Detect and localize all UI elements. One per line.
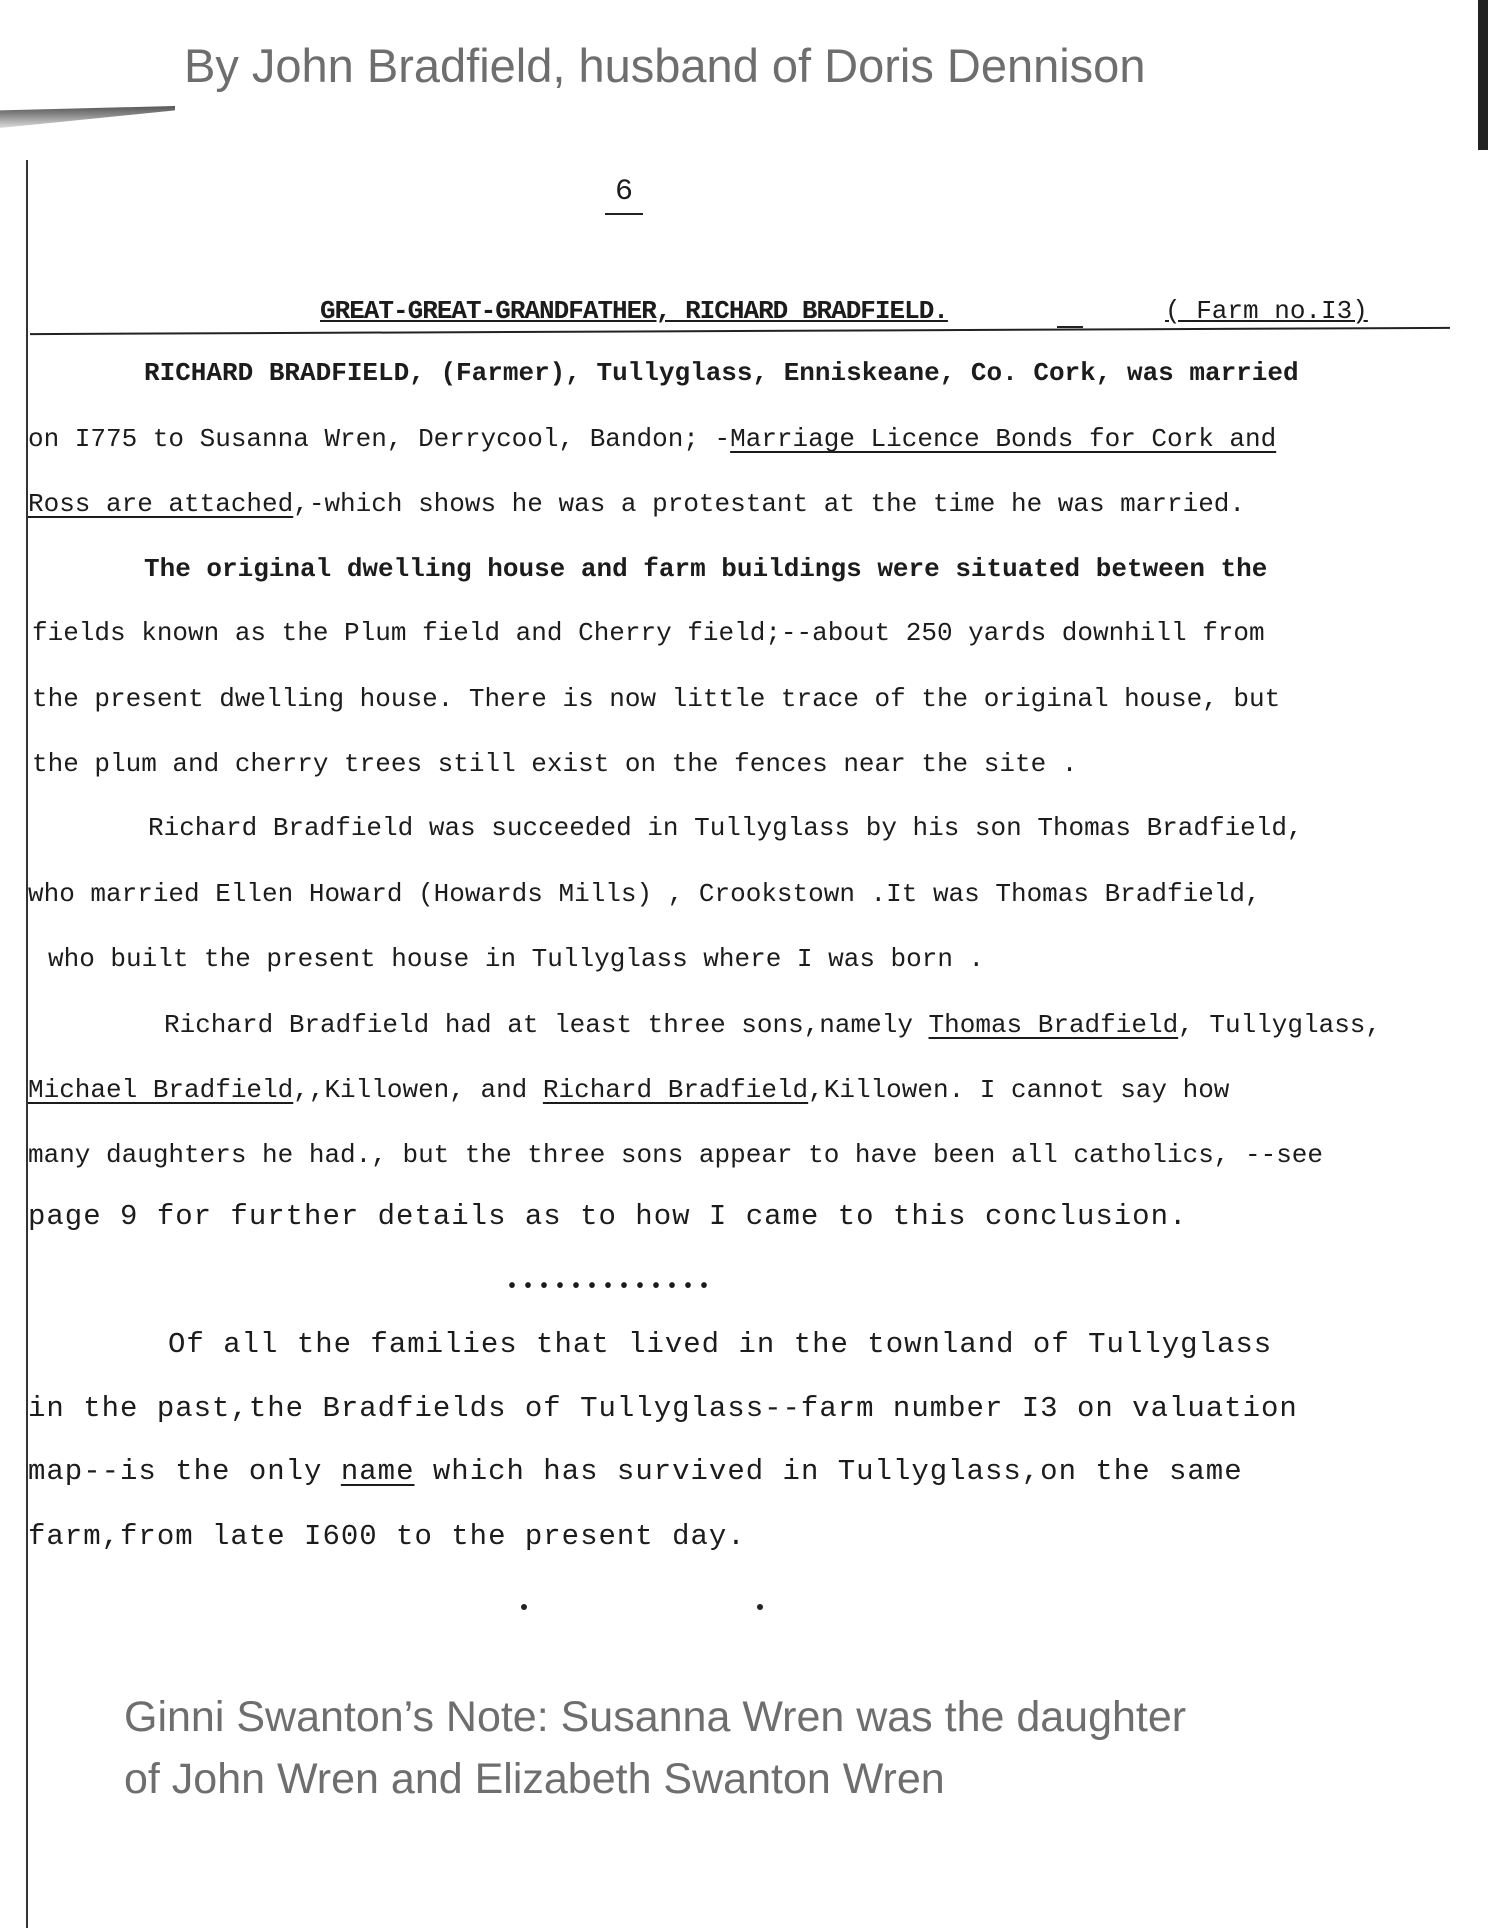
title-rule	[30, 327, 1450, 335]
paragraph2-line2: fields known as the Plum field and Cherry field;--about 250 yards downhill from	[32, 618, 1265, 648]
attachment-reference: Ross are attached	[28, 489, 294, 519]
son-name-thomas: Thomas Bradfield	[928, 1010, 1179, 1040]
scan-edge-right	[1478, 0, 1488, 150]
son-name-richard: Richard Bradfield	[542, 1075, 809, 1105]
paragraph1-line1: RICHARD BRADFIELD, (Farmer), Tullyglass, Enniskeane, Co. Cork, was married	[144, 358, 1299, 388]
paragraph4-line4: page 9 for further details as to how I came to this conclusion.	[28, 1200, 1188, 1233]
footer-note-line1: Ginni Swanton’s Note: Susanna Wren was the daughter	[124, 1693, 1187, 1741]
bottom-mark-right	[757, 1604, 763, 1610]
paragraph5-line3-text: map--is the only	[28, 1455, 341, 1488]
section-title: GREAT-GREAT-GRANDFATHER, RICHARD BRADFIELD.	[320, 296, 948, 326]
scan-edge-shadow	[0, 106, 175, 128]
paragraph3-line3: who built the present house in Tullyglass where I was born .	[48, 944, 985, 974]
paragraph2-line4: the plum and cherry trees still exist on the fences near the site .	[32, 749, 1078, 779]
paragraph4-line2-text: ,,Killowen, and	[293, 1075, 543, 1105]
paragraph1-line3-text: ,-which shows he was a protestant at the time he was married.	[293, 489, 1246, 519]
paragraph1-line3	[28, 491, 1245, 517]
paragraph1-line2-text: on I775 to Susanna Wren, Derrycool, Bandon; -	[28, 424, 731, 454]
paragraph1-line2	[28, 426, 1276, 452]
footer-note-line2: of John Wren and Elizabeth Swanton Wren	[124, 1755, 945, 1803]
paragraph5-line1: Of all the families that lived in the townland of Tullyglass	[168, 1328, 1273, 1361]
footer-note	[124, 1686, 1186, 1810]
paragraph3-line2: who married Ellen Howard (Howards Mills) , Crookstown .It was Thomas Bradfield,	[28, 879, 1261, 909]
page-number: 6	[605, 175, 643, 215]
paragraph5-line4: farm,from late I600 to the present day.	[28, 1520, 746, 1553]
paragraph4-line2	[28, 1077, 1229, 1103]
son-name-michael: Michael Bradfield	[28, 1075, 294, 1105]
marriage-licence-reference: Marriage Licence Bonds for Cork and	[730, 424, 1277, 454]
paragraph4-line2-suffix: ,Killowen. I cannot say how	[808, 1075, 1230, 1105]
paragraph5-line2: in the past,the Bradfields of Tullyglass--farm number I3 on valuation	[28, 1392, 1298, 1425]
paragraph5-line3-suffix: which has survived in Tullyglass,on the same	[414, 1455, 1243, 1488]
paragraph5-line3	[28, 1457, 1243, 1486]
header-note: By John Bradfield, husband of Doris Dennison	[184, 39, 1146, 92]
farm-reference: ( Farm no.I3)	[1165, 296, 1368, 326]
paragraph2-line3: the present dwelling house. There is now little trace of the original house, but	[32, 684, 1281, 714]
paragraph4-line3: many daughters he had., but the three sons appear to have been all catholics, --see	[28, 1140, 1324, 1170]
section-separator: •••••••••••••	[506, 1276, 715, 1299]
paragraph2-line1: The original dwelling house and farm buildings were situated between the	[144, 554, 1268, 584]
surname-emphasis: name	[340, 1455, 415, 1488]
paragraph4-line1	[164, 1012, 1381, 1038]
paragraph4-line1-text: Richard Bradfield had at least three sons,namely	[164, 1010, 929, 1040]
paragraph4-line1-suffix: , Tullyglass,	[1178, 1010, 1382, 1040]
bottom-mark-left	[521, 1604, 527, 1610]
paragraph3-line1: Richard Bradfield was succeeded in Tullyglass by his son Thomas Bradfield,	[148, 813, 1303, 843]
